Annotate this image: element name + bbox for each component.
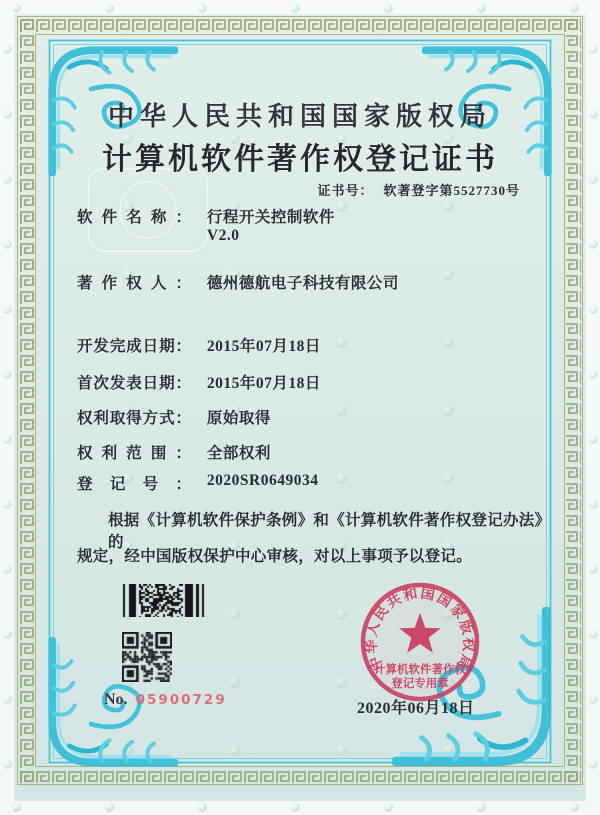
watermark-dot xyxy=(12,803,21,812)
field-value: 原始取得 xyxy=(206,410,271,427)
watermark-dot xyxy=(3,695,12,704)
watermark-dot xyxy=(122,745,133,756)
watermark-dot xyxy=(3,305,12,314)
watermark-dot xyxy=(570,4,579,13)
field-first-publish-date xyxy=(77,371,527,393)
watermark-dot xyxy=(3,760,12,769)
watermark-dot xyxy=(589,45,598,54)
serial-label: No. xyxy=(104,691,128,708)
qr-code xyxy=(122,632,172,682)
field-rights-scope xyxy=(77,441,527,463)
watermark-dot xyxy=(336,609,347,620)
watermark-dot xyxy=(570,803,579,812)
watermark-dot xyxy=(229,745,240,756)
statement-line-2: 规定，经中国版权保护中心审核，对以上事项予以登记。 xyxy=(77,548,473,565)
certificate-title: 计算机软件著作权登记证书 xyxy=(102,143,498,176)
watermark-dot xyxy=(3,370,12,379)
field-registration-number xyxy=(77,472,527,494)
field-rights-acquisition xyxy=(77,406,527,428)
watermark-dot xyxy=(589,370,598,379)
certificate-number-label: 证书号： xyxy=(317,183,374,198)
field-label: 权利范围： xyxy=(77,445,191,462)
watermark-dot xyxy=(229,677,240,688)
watermark-dot xyxy=(477,803,486,812)
field-label: 首次发表日期： xyxy=(77,375,191,392)
field-value: 2015年07月18日 xyxy=(206,375,321,392)
watermark-dot xyxy=(589,565,598,574)
field-value: 全部权利 xyxy=(206,445,271,462)
watermark-dot xyxy=(589,500,598,509)
field-label: 登记号： xyxy=(77,476,191,493)
watermark-dot xyxy=(589,760,598,769)
watermark-dot xyxy=(589,695,598,704)
watermark-dot xyxy=(198,803,207,812)
field-label: 开发完成日期： xyxy=(77,338,191,355)
certificate-number-line xyxy=(317,180,520,199)
serial-number-line xyxy=(104,691,227,709)
field-copyright-owner xyxy=(77,271,527,293)
field-value: 2015年07月18日 xyxy=(206,338,321,355)
watermark-dot xyxy=(12,4,21,13)
field-label: 权利取得方式： xyxy=(77,410,191,427)
serial-number: 05900729 xyxy=(135,692,227,708)
watermark-dot xyxy=(105,4,114,13)
watermark-dot xyxy=(384,803,393,812)
barcode xyxy=(121,584,207,617)
seal-arc-text: 中华人民共和国国家版权局 xyxy=(364,586,476,673)
watermark-dot xyxy=(3,565,12,574)
field-value: 德州德航电子科技有限公司 xyxy=(206,275,399,292)
watermark-dot xyxy=(198,4,207,13)
certificate-number-value: 软著登字第5527730号 xyxy=(383,183,520,198)
official-seal xyxy=(350,572,490,712)
software-version: V2.0 xyxy=(206,227,240,244)
watermark-dot xyxy=(291,803,300,812)
watermark-dot xyxy=(3,500,12,509)
watermark-dot xyxy=(589,240,598,249)
watermark-dot xyxy=(3,240,12,249)
watermark-dot xyxy=(229,609,240,620)
field-value xyxy=(207,205,335,245)
seal-text-line2: 登记专用章 xyxy=(391,678,449,690)
statement-line-1: 根据《计算机软件保护条例》和《计算机软件著作权登记办法》的 xyxy=(108,512,551,551)
watermark-dot xyxy=(105,803,114,812)
software-name-line1: 行程开关控制软件 xyxy=(206,209,335,226)
watermark-dot xyxy=(3,45,12,54)
watermark-dot xyxy=(336,677,347,688)
watermark-dot xyxy=(477,4,486,13)
field-label: 软件名称： xyxy=(77,209,191,226)
watermark-dot xyxy=(589,435,598,444)
field-software-name xyxy=(77,205,527,245)
field-label: 著作权人： xyxy=(77,275,191,292)
watermark-dot xyxy=(3,630,12,639)
watermark-dot xyxy=(443,745,454,756)
issue-date: 2020年06月18日 xyxy=(357,700,475,717)
watermark-dot xyxy=(336,745,347,756)
seal-text-line1: 计算机软件著作权 xyxy=(374,664,466,676)
watermark-dot xyxy=(3,435,12,444)
authority-name: 中华人民共和国国家版权局 xyxy=(107,102,492,131)
watermark-dot xyxy=(589,630,598,639)
watermark-dot xyxy=(291,4,300,13)
field-value: 2020SR0649034 xyxy=(206,472,319,489)
watermark-dot xyxy=(589,305,598,314)
field-dev-complete-date xyxy=(77,334,527,356)
watermark-dot xyxy=(384,4,393,13)
